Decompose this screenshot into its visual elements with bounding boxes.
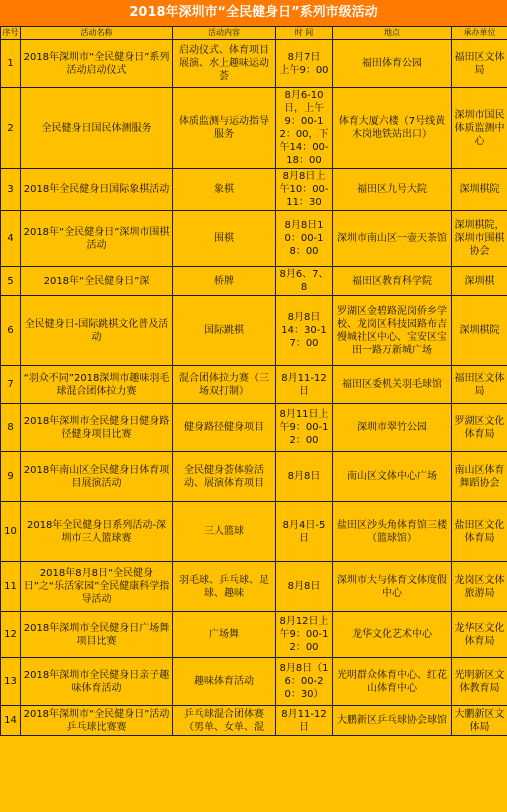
cell-time: 8月8日 14：30-17：00 xyxy=(276,296,333,366)
cell-no: 8 xyxy=(1,404,21,452)
cell-time: 8月11-12日 xyxy=(276,366,333,404)
table-row xyxy=(1,267,507,296)
cell-place: 南山区文体中心广场 xyxy=(333,452,452,502)
cell-place: 福田区委机关羽毛球馆 xyxy=(333,366,452,404)
cell-place: 福田体育公园 xyxy=(333,40,452,88)
cell-content: 围棋 xyxy=(173,211,276,267)
header-org: 承办单位 xyxy=(452,27,507,40)
cell-org: 龙岗区文体旅游局 xyxy=(452,562,507,612)
cell-content: 全民健身荟体验活动、展演体育项目 xyxy=(173,452,276,502)
cell-place: 大鹏新区乒乓球协会球馆 xyxy=(333,706,452,736)
cell-no: 6 xyxy=(1,296,21,366)
cell-content: 趣味体育活动 xyxy=(173,658,276,706)
cell-place: 盐田区沙头角体育馆三楼（篮球馆） xyxy=(333,502,452,562)
cell-name: 全民健身日-国际跳棋文化普及活动 xyxy=(21,296,173,366)
cell-name: 2018年“全民健身日”深圳市围棋活动 xyxy=(21,211,173,267)
cell-time: 8月8日上午10：00-11：30 xyxy=(276,169,333,211)
cell-org: 龙华区文化体育局 xyxy=(452,612,507,658)
cell-no: 12 xyxy=(1,612,21,658)
cell-org: 深圳棋院，深圳市围棋协会 xyxy=(452,211,507,267)
cell-time: 8月6、7、8 xyxy=(276,267,333,296)
table-row xyxy=(1,502,507,562)
cell-content: 桥牌 xyxy=(173,267,276,296)
cell-name: 2018年全民健身日系列活动-深圳市三人篮球赛 xyxy=(21,502,173,562)
cell-no: 14 xyxy=(1,706,21,736)
cell-content: 三人篮球 xyxy=(173,502,276,562)
cell-content: 象棋 xyxy=(173,169,276,211)
cell-name: “羽众不同”2018深圳市趣味羽毛球混合团体拉力赛 xyxy=(21,366,173,404)
cell-place: 福田区教育科学院 xyxy=(333,267,452,296)
cell-no: 7 xyxy=(1,366,21,404)
cell-name: 2018年8月8日“全民健身日”之“乐活家园”全民健康科学指导活动 xyxy=(21,562,173,612)
cell-no: 1 xyxy=(1,40,21,88)
cell-no: 11 xyxy=(1,562,21,612)
table-row xyxy=(1,211,507,267)
header-time: 时 间 xyxy=(276,27,333,40)
cell-no: 3 xyxy=(1,169,21,211)
cell-name: 2018年深圳市全民健身日广场舞项目比赛 xyxy=(21,612,173,658)
cell-content: 健身路径健身项目 xyxy=(173,404,276,452)
table-row xyxy=(1,452,507,502)
cell-time: 8月11-12日 xyxy=(276,706,333,736)
cell-org: 南山区体育舞蹈协会 xyxy=(452,452,507,502)
cell-time: 8月8日（16：00-20：30） xyxy=(276,658,333,706)
header-name: 活动名称 xyxy=(21,27,173,40)
cell-no: 9 xyxy=(1,452,21,502)
table-row xyxy=(1,658,507,706)
cell-content: 乒乓球混合团体赛（男单、女单、混 xyxy=(173,706,276,736)
cell-org: 光明新区文体教育局 xyxy=(452,658,507,706)
cell-time: 8月4日-5日 xyxy=(276,502,333,562)
cell-time: 8月11日上午9：00-12：00 xyxy=(276,404,333,452)
cell-content: 体质监测与运动指导服务 xyxy=(173,88,276,169)
cell-org: 福田区文体局 xyxy=(452,366,507,404)
table-row xyxy=(1,404,507,452)
table-row xyxy=(1,169,507,211)
table-body xyxy=(1,40,507,736)
table-row xyxy=(1,562,507,612)
cell-time: 8月8日10：00-18：00 xyxy=(276,211,333,267)
cell-place: 体育大厦六楼（7号线黄木岗地铁站出口） xyxy=(333,88,452,169)
cell-name: 2018年深圳市全民健身日健身路径健身项目比赛 xyxy=(21,404,173,452)
table-row xyxy=(1,366,507,404)
header-content: 活动内容 xyxy=(173,27,276,40)
cell-place: 罗湖区金碧路泥岗侨乡学校、龙岗区科技园路布吉慢城社区中心、宝安区宝田一路万新城广场 xyxy=(333,296,452,366)
cell-org: 深圳棋 xyxy=(452,267,507,296)
cell-time: 8月7日 上午9：00 xyxy=(276,40,333,88)
table-row xyxy=(1,706,507,736)
cell-place: 深圳市南山区一壶天茶馆 xyxy=(333,211,452,267)
table-row xyxy=(1,296,507,366)
activity-table xyxy=(0,26,507,736)
cell-time: 8月8日 xyxy=(276,452,333,502)
cell-name: 全民健身日国民体测服务 xyxy=(21,88,173,169)
header-place: 地点 xyxy=(333,27,452,40)
cell-name: 2018年深圳市“全民健身日”系列活动启动仪式 xyxy=(21,40,173,88)
table-row xyxy=(1,88,507,169)
cell-time: 8月8日 xyxy=(276,562,333,612)
cell-name: 2018年全民健身日国际象棋活动 xyxy=(21,169,173,211)
cell-content: 广场舞 xyxy=(173,612,276,658)
cell-org: 深圳棋院 xyxy=(452,169,507,211)
cell-place: 福田区九号大院 xyxy=(333,169,452,211)
cell-content: 国际跳棋 xyxy=(173,296,276,366)
cell-org: 福田区文体局 xyxy=(452,40,507,88)
cell-time: 8月12日上午9：00-12：00 xyxy=(276,612,333,658)
cell-place: 深圳市大与体育文体度假中心 xyxy=(333,562,452,612)
header-no: 序号 xyxy=(1,27,21,40)
cell-name: 2018年南山区全民健身日体育项目展演活动 xyxy=(21,452,173,502)
page-title: 2018年深圳市“全民健身日”系列市级活动 xyxy=(0,0,507,26)
cell-org: 罗湖区文化体育局 xyxy=(452,404,507,452)
cell-no: 5 xyxy=(1,267,21,296)
cell-place: 光明群众体育中心、红花山体育中心 xyxy=(333,658,452,706)
cell-no: 2 xyxy=(1,88,21,169)
cell-org: 深圳棋院 xyxy=(452,296,507,366)
table-header-row xyxy=(1,27,507,40)
cell-time: 8月6-10日，上午9：00-12：00，下午14：00-18：00 xyxy=(276,88,333,169)
cell-no: 10 xyxy=(1,502,21,562)
table-row xyxy=(1,612,507,658)
cell-name: 2018年“全民健身日”深 xyxy=(21,267,173,296)
cell-no: 13 xyxy=(1,658,21,706)
cell-no: 4 xyxy=(1,211,21,267)
cell-content: 混合团体拉力赛（三场双打制） xyxy=(173,366,276,404)
cell-org: 深圳市国民体质监测中心 xyxy=(452,88,507,169)
cell-place: 龙华文化艺术中心 xyxy=(333,612,452,658)
cell-name: 2018年深圳市全民健身日亲子趣味体育活动 xyxy=(21,658,173,706)
table-row xyxy=(1,40,507,88)
cell-place: 深圳市翠竹公园 xyxy=(333,404,452,452)
cell-content: 羽毛球、乒乓球、足球、趣味 xyxy=(173,562,276,612)
cell-name: 2018年深圳市“全民健身日”活动乒乓球比赛赛 xyxy=(21,706,173,736)
cell-org: 大鹏新区文体局 xyxy=(452,706,507,736)
cell-content: 启动仪式、体育项目展演、水上趣味运动荟 xyxy=(173,40,276,88)
cell-org: 盐田区文化体育局 xyxy=(452,502,507,562)
